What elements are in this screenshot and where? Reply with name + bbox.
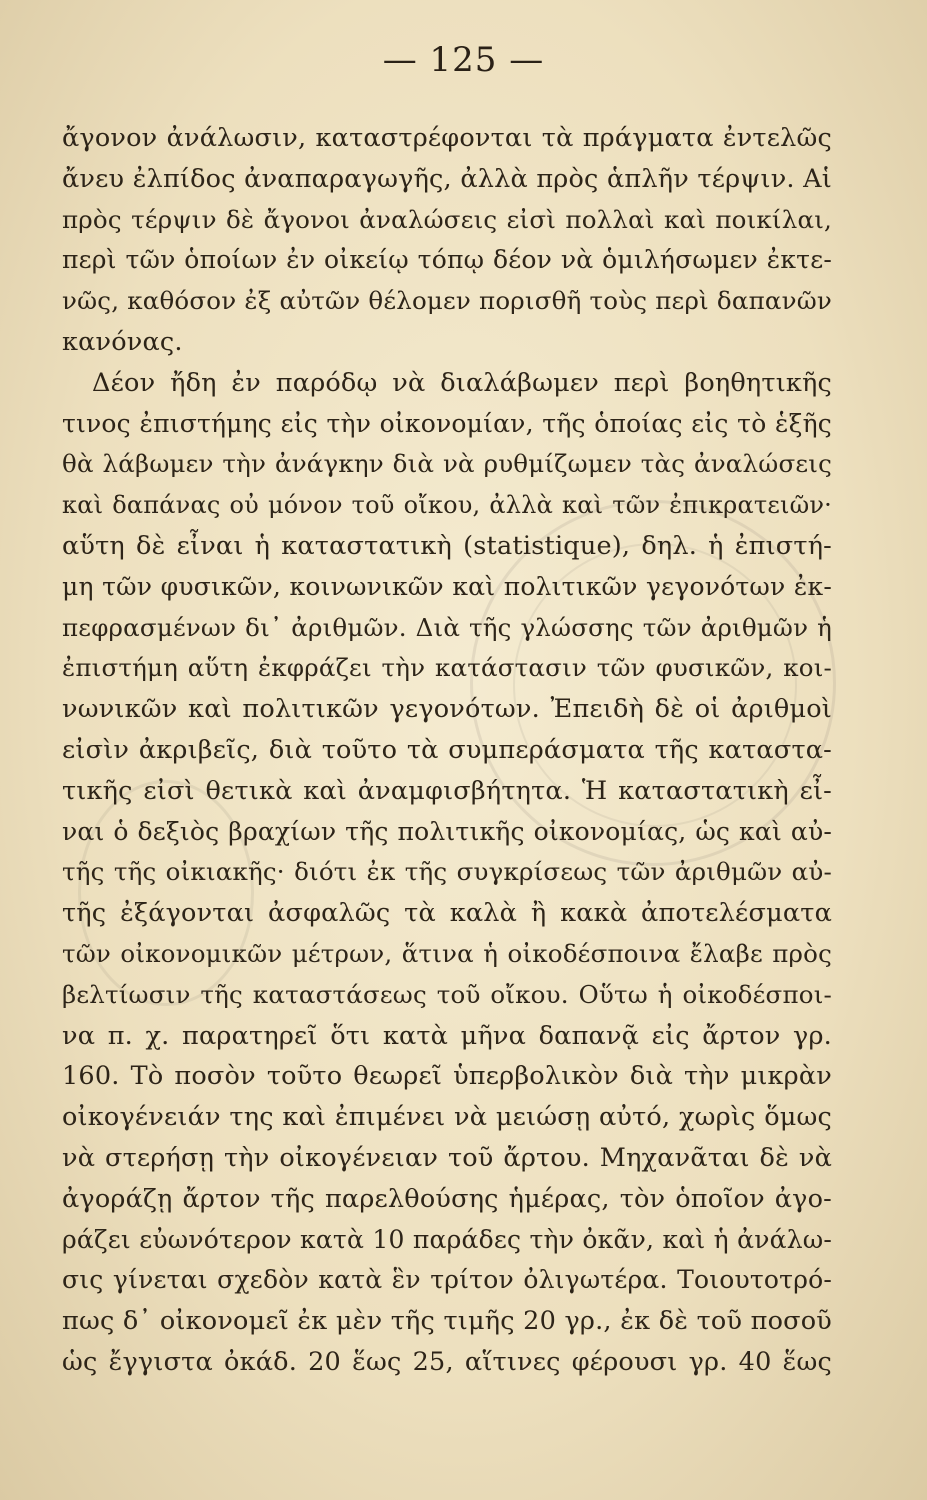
- text-line: θὰ λάβωμεν τὴν ἀνάγκην διὰ νὰ ρυθμίζωμεν τὰς ἀναλώσεις: [62, 449, 832, 479]
- paragraph-start-line: Δέον ἤδη ἐν παρόδῳ νὰ διαλάβωμεν περὶ βοηθητικῆς: [92, 367, 832, 398]
- text-line: μη τῶν φυσικῶν, κοινωνικῶν καὶ πολιτικῶν γεγονότων ἐκ-: [62, 571, 832, 601]
- text-line: αὕτη δὲ εἶναι ἡ καταστατικὴ (statistique), δηλ. ἡ ἐπιστή-: [62, 530, 832, 561]
- text-line: τῆς τῆς οἰκιακῆς· διότι ἐκ τῆς συγκρίσεως τῶν ἀριθμῶν αὐ-: [62, 857, 832, 887]
- text-line: ὡς ἔγγιστα ὀκάδ. 20 ἕως 25, αἵτινες φέρουσι γρ. 40 ἕως: [62, 1346, 832, 1377]
- page-number: — 125 —: [382, 40, 545, 80]
- text-line: ἄγονον ἀνάλωσιν, καταστρέφονται τὰ πράγματα ἐντελῶς: [62, 123, 832, 153]
- text-line: κανόνας.: [62, 326, 183, 357]
- text-line: οἰκογένειάν της καὶ ἐπιμένει νὰ μειώσῃ αὐτό, χωρὶς ὅμως: [62, 1102, 832, 1133]
- text-line: περὶ τῶν ὁποίων ἐν οἰκείῳ τόπῳ δέον νὰ ὁμιλήσωμεν ἐκτε-: [62, 245, 832, 275]
- text-line: πως δ᾽ οἰκονομεῖ ἐκ μὲν τῆς τιμῆς 20 γρ., ἐκ δὲ τοῦ ποσοῦ: [62, 1306, 832, 1337]
- body-text: [62, 118, 832, 1383]
- text-line: νὰ στερήσῃ τὴν οἰκογένειαν τοῦ ἄρτου. Μηχανᾶται δὲ νὰ: [62, 1142, 832, 1173]
- text-line: να π. χ. παρατηρεῖ ὅτι κατὰ μῆνα δαπανᾷ εἰς ἄρτον γρ.: [62, 1020, 832, 1051]
- text-line: ναι ὁ δεξιὸς βραχίων τῆς πολιτικῆς οἰκονομίας, ὡς καὶ αὐ-: [62, 816, 832, 846]
- text-line: ἄνευ ἐλπίδος ἀναπαραγωγῆς, ἀλλὰ πρὸς ἁπλῆν τέρψιν. Αἱ: [62, 163, 832, 194]
- text-line: βελτίωσιν τῆς καταστάσεως τοῦ οἴκου. Οὕτω ἡ οἰκοδέσποι-: [62, 979, 832, 1009]
- text-line: ράζει εὐωνότερον κατὰ 10 παράδες τὴν ὀκᾶν, καὶ ἡ ἀνάλω-: [62, 1224, 832, 1254]
- text-line: ἀγοράζῃ ἄρτον τῆς παρελθούσης ἡμέρας, τὸν ὁποῖον ἀγο-: [62, 1183, 832, 1214]
- text-line: τινος ἐπιστήμης εἰς τὴν οἰκονομίαν, τῆς ὁποίας εἰς τὸ ἑξῆς: [62, 408, 832, 438]
- text-line: ἐπιστήμη αὕτη ἐκφράζει τὴν κατάστασιν τῶν φυσικῶν, κοι-: [62, 653, 832, 683]
- text-line: νωνικῶν καὶ πολιτικῶν γεγονότων. Ἐπειδὴ δὲ οἱ ἀριθμοὶ: [62, 694, 832, 725]
- text-line: πεφρασμένων δι᾽ ἀριθμῶν. Διὰ τῆς γλώσσης τῶν ἀριθμῶν ἡ: [62, 612, 832, 642]
- text-line: νῶς, καθόσον ἐξ αὐτῶν θέλομεν πορισθῆ τοὺς περὶ δαπανῶν: [62, 286, 832, 316]
- text-line: τῆς ἐξάγονται ἀσφαλῶς τὰ καλὰ ἢ κακὰ ἀποτελέσματα: [62, 898, 832, 929]
- text-line: 160. Τὸ ποσὸν τοῦτο θεωρεῖ ὑπερβολικὸν διὰ τὴν μικρὰν: [62, 1061, 832, 1092]
- text-line: σις γίνεται σχεδὸν κατὰ ἓν τρίτον ὀλιγωτέρα. Τοιουτοτρό-: [62, 1265, 832, 1295]
- text-line: τικῆς εἰσὶ θετικὰ καὶ ἀναμφισβήτητα. Ἡ καταστατικὴ εἶ-: [62, 775, 832, 806]
- text-line: καὶ δαπάνας οὐ μόνον τοῦ οἴκου, ἀλλὰ καὶ τῶν ἐπικρατειῶν·: [62, 491, 832, 520]
- text-line: πρὸς τέρψιν δὲ ἄγονοι ἀναλώσεις εἰσὶ πολλαὶ καὶ ποικίλαι,: [62, 204, 832, 234]
- text-line: τῶν οἰκονομικῶν μέτρων, ἅτινα ἡ οἰκοδέσποινα ἔλαβε πρὸς: [62, 938, 832, 968]
- text-line: εἰσὶν ἀκριβεῖς, διὰ τοῦτο τὰ συμπεράσματα τῆς καταστα-: [62, 734, 832, 765]
